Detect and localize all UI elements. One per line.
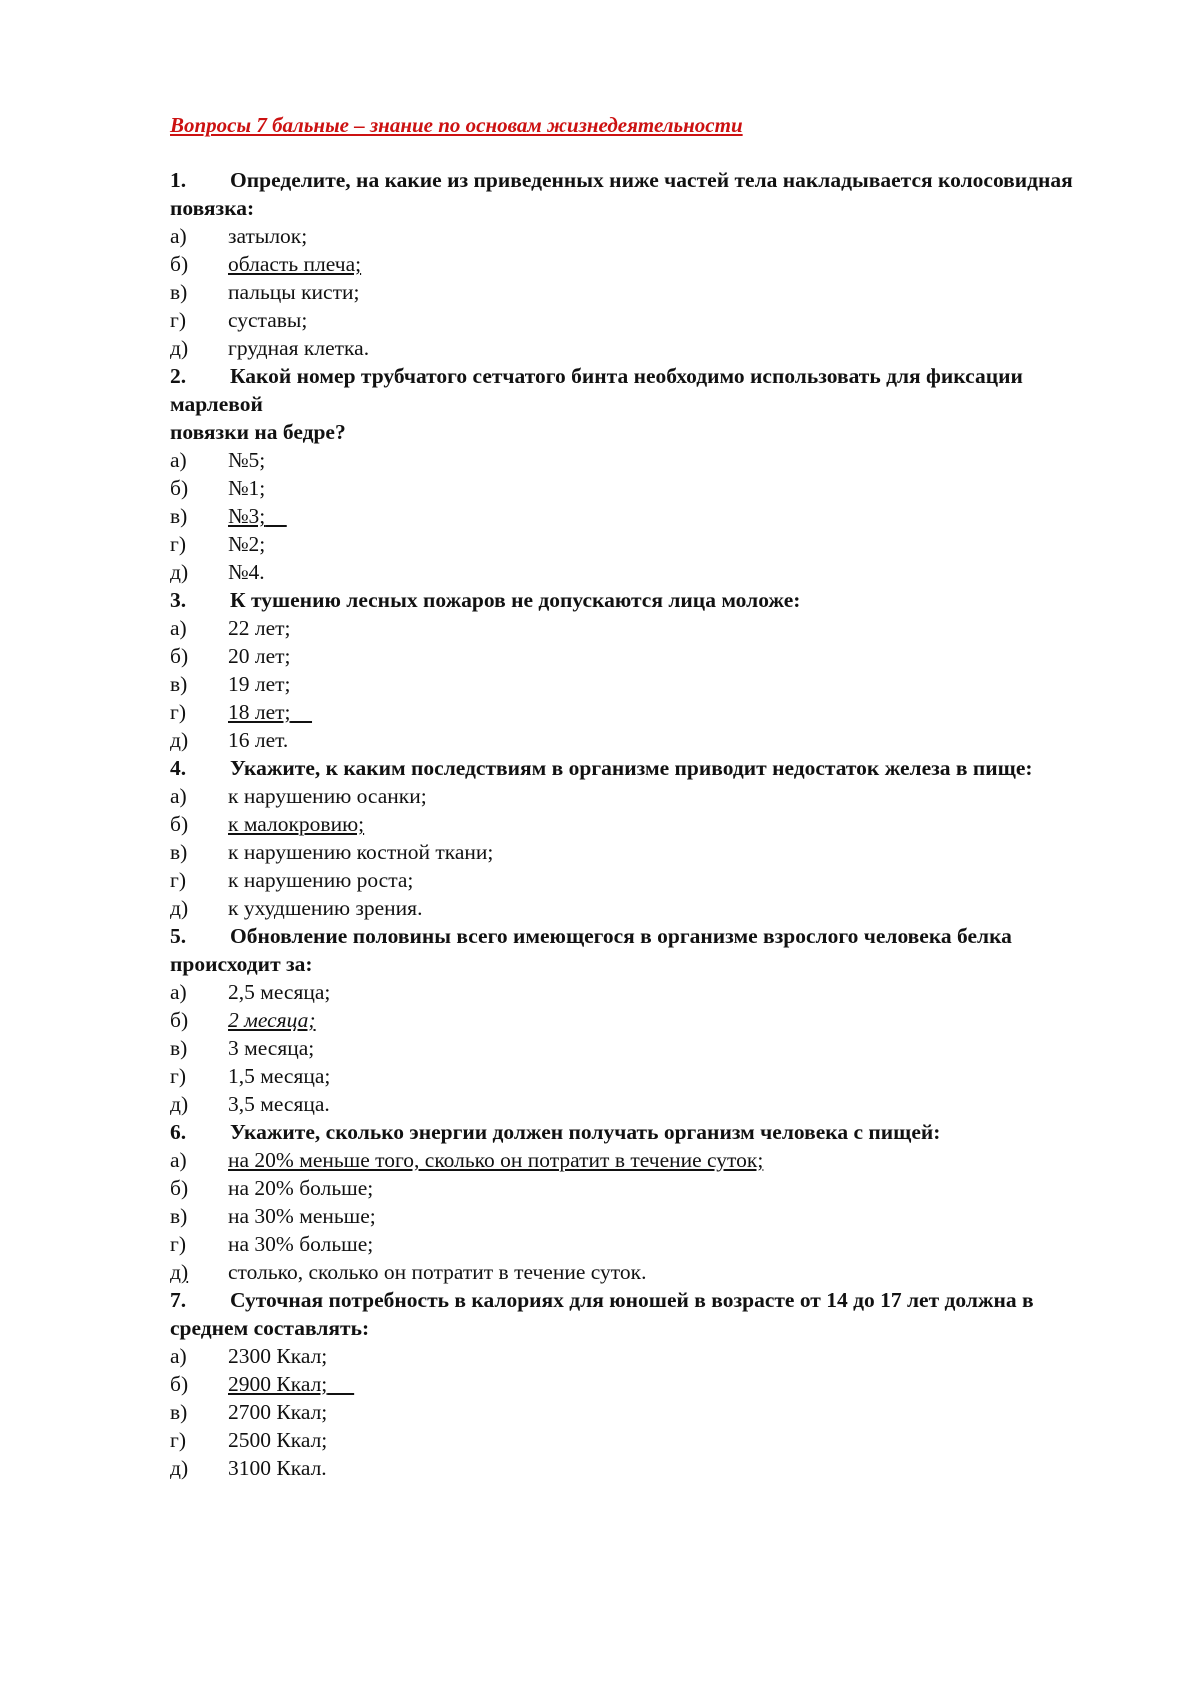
option-letter: а) <box>170 1148 187 1172</box>
option-text: столько, сколько он потратит в течение суток. <box>228 1260 647 1284</box>
option-5d <box>170 1062 1110 1090</box>
option-letter: г) <box>170 1232 186 1256</box>
option-letter: д) <box>170 1092 189 1116</box>
option-letter: б) <box>170 1372 189 1396</box>
page-title: Вопросы 7 бальные – знание по основам жизнедеятельности <box>170 113 743 137</box>
question-text: Суточная потребность в калориях для юношей в возрасте от 14 до 17 лет должна в среднем составлять: <box>170 1288 1034 1340</box>
option-text: к нарушению осанки; <box>228 784 427 808</box>
option-letter: а) <box>170 980 187 1004</box>
option-text: грудная клетка. <box>228 336 370 360</box>
option-letter: б) <box>170 1008 189 1032</box>
question-3 <box>170 586 1110 614</box>
question-number: 7. <box>170 1288 187 1312</box>
question-6 <box>170 1118 1110 1146</box>
question-number: 5. <box>170 924 187 948</box>
option-text: к малокровию; <box>228 812 365 836</box>
option-1a <box>170 222 1110 250</box>
option-2c-correct <box>170 502 1110 530</box>
option-7e <box>170 1454 1110 1482</box>
option-6e <box>170 1258 1110 1286</box>
option-text: 20 лет; <box>228 644 291 668</box>
option-text: к нарушению роста; <box>228 868 414 892</box>
option-7a <box>170 1342 1110 1370</box>
option-letter: г) <box>170 1428 186 1452</box>
option-text: 18 лет; <box>228 700 291 724</box>
option-letter: б) <box>170 252 189 276</box>
option-3b <box>170 642 1110 670</box>
option-text: пальцы кисти; <box>228 280 360 304</box>
option-4b-correct <box>170 810 1110 838</box>
option-text: на 30% больше; <box>228 1232 374 1256</box>
option-text: к нарушению костной ткани; <box>228 840 494 864</box>
question-number: 2. <box>170 364 187 388</box>
option-letter: а) <box>170 616 187 640</box>
option-text: №3; <box>228 504 266 528</box>
option-text: на 30% меньше; <box>228 1204 376 1228</box>
option-letter: в) <box>170 672 188 696</box>
option-letter: д) <box>170 1260 189 1284</box>
option-letter: д) <box>170 896 189 920</box>
option-letter: б) <box>170 812 189 836</box>
option-2b <box>170 474 1110 502</box>
option-5e <box>170 1090 1110 1118</box>
option-text: №1; <box>228 476 266 500</box>
option-letter: г) <box>170 532 186 556</box>
option-letter: г) <box>170 1064 186 1088</box>
option-text: 22 лет; <box>228 616 291 640</box>
option-5c <box>170 1034 1110 1062</box>
option-letter: а) <box>170 784 187 808</box>
option-3e <box>170 726 1110 754</box>
option-text: 2 месяца; <box>228 1008 316 1032</box>
option-6b <box>170 1174 1110 1202</box>
option-letter: а) <box>170 1344 187 1368</box>
option-letter: д) <box>170 560 189 584</box>
question-number: 4. <box>170 756 187 780</box>
option-letter: г) <box>170 308 186 332</box>
option-letter: в) <box>170 1036 188 1060</box>
option-letter: в) <box>170 280 188 304</box>
question-text: Определите, на какие из приведенных ниже частей тела накладывается колосовидная повязка: <box>170 168 1073 220</box>
option-text: 2900 Ккал; <box>228 1372 328 1396</box>
option-text: 3 месяца; <box>228 1036 315 1060</box>
option-text: 2500 Ккал; <box>228 1428 328 1452</box>
option-letter: а) <box>170 224 187 248</box>
option-text: затылок; <box>228 224 308 248</box>
option-letter: в) <box>170 1400 188 1424</box>
option-7d <box>170 1426 1110 1454</box>
option-text: к ухудшению зрения. <box>228 896 423 920</box>
option-text: №4. <box>228 560 265 584</box>
question-text: К тушению лесных пожаров не допускаются лица моложе: <box>230 588 801 612</box>
option-text: суставы; <box>228 308 308 332</box>
option-text: 3,5 месяца. <box>228 1092 330 1116</box>
option-1d <box>170 306 1110 334</box>
question-text: Укажите, к каким последствиям в организме приводит недостаток железа в пище: <box>230 756 1033 780</box>
option-4c <box>170 838 1110 866</box>
option-letter: в) <box>170 504 188 528</box>
option-letter: в) <box>170 1204 188 1228</box>
question-text: Укажите, сколько энергии должен получать организм человека с пищей: <box>230 1120 941 1144</box>
option-3c <box>170 670 1110 698</box>
option-5a <box>170 978 1110 1006</box>
question-number: 3. <box>170 588 187 612</box>
option-2d <box>170 530 1110 558</box>
option-5b-correct <box>170 1006 1110 1034</box>
option-4d <box>170 866 1110 894</box>
question-number: 1. <box>170 168 187 192</box>
question-4 <box>170 754 1110 782</box>
option-letter: б) <box>170 644 189 668</box>
option-7c <box>170 1398 1110 1426</box>
question-2 <box>170 362 1110 418</box>
option-text: на 20% больше; <box>228 1176 374 1200</box>
question-text: Обновление половины всего имеющегося в организме взрослого человека белка происходит за: <box>170 924 1012 976</box>
option-letter: б) <box>170 1176 189 1200</box>
option-letter: д) <box>170 336 189 360</box>
option-letter: а) <box>170 448 187 472</box>
option-2a <box>170 446 1110 474</box>
option-letter: б) <box>170 476 189 500</box>
option-6d <box>170 1230 1110 1258</box>
quiz-list <box>170 166 1110 1482</box>
option-text: область плеча; <box>228 252 362 276</box>
option-text: №2; <box>228 532 266 556</box>
option-6a-correct <box>170 1146 1110 1174</box>
question-7 <box>170 1286 1110 1342</box>
option-letter: в) <box>170 840 188 864</box>
option-3a <box>170 614 1110 642</box>
question-5 <box>170 922 1110 978</box>
option-1e <box>170 334 1110 362</box>
option-text: 2300 Ккал; <box>228 1344 328 1368</box>
option-6c <box>170 1202 1110 1230</box>
option-letter: г) <box>170 700 186 724</box>
option-text: №5; <box>228 448 266 472</box>
option-text: 16 лет. <box>228 728 289 752</box>
question-number: 6. <box>170 1120 187 1144</box>
option-text: на 20% меньше того, сколько он потратит в течение суток; <box>228 1148 764 1172</box>
option-4a <box>170 782 1110 810</box>
option-1b-correct <box>170 250 1110 278</box>
option-3d-correct <box>170 698 1110 726</box>
question-2-continuation: повязки на бедре? <box>170 420 346 444</box>
option-text: 2,5 месяца; <box>228 980 331 1004</box>
option-text: 1,5 месяца; <box>228 1064 331 1088</box>
option-1c <box>170 278 1110 306</box>
option-text: 2700 Ккал; <box>228 1400 328 1424</box>
question-text: Какой номер трубчатого сетчатого бинта необходимо использовать для фиксации марлевой <box>170 364 1023 416</box>
option-2e <box>170 558 1110 586</box>
option-letter: г) <box>170 868 186 892</box>
option-letter: д) <box>170 728 189 752</box>
question-1 <box>170 166 1110 222</box>
option-text: 3100 Ккал. <box>228 1456 327 1480</box>
option-letter: д) <box>170 1456 189 1480</box>
option-text: 19 лет; <box>228 672 291 696</box>
option-7b-correct <box>170 1370 1110 1398</box>
option-4e <box>170 894 1110 922</box>
